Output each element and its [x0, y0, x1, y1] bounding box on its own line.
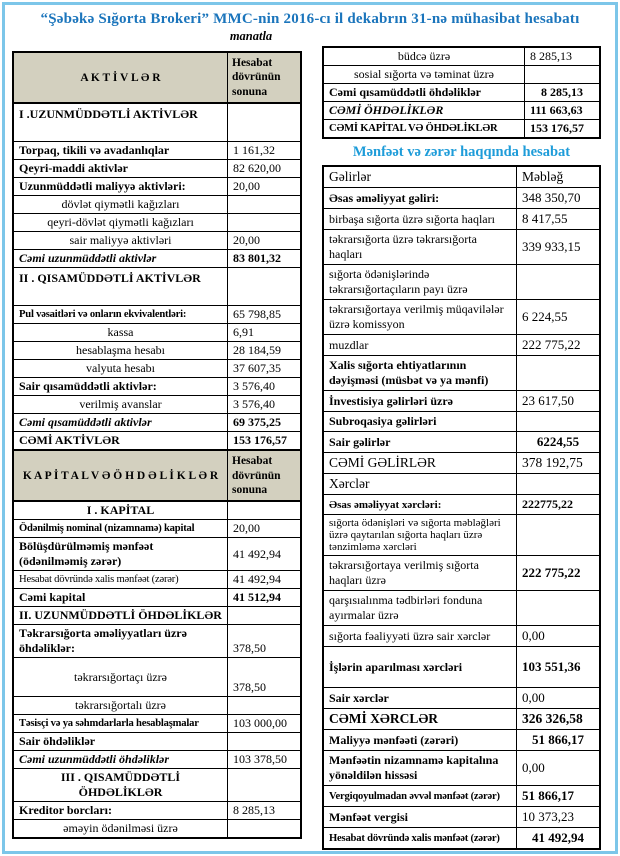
row-label: valyuta hesabı [13, 360, 228, 378]
row-label: Təkrarsığorta əməliyyatları üzrə öhdəliklər: [13, 625, 228, 658]
row-value: 6224,55 [517, 432, 601, 453]
row-value: 37 607,35 [228, 360, 302, 378]
row-label: Subroqasiya gəlirləri [323, 412, 517, 432]
table-row [13, 538, 301, 571]
table-row [323, 786, 600, 807]
row-label: Sair gəlirlər [323, 432, 517, 453]
row-label: Cəmi kapital [13, 589, 228, 607]
row-value: 20,00 [228, 178, 302, 196]
row-value: 153 176,57 [525, 120, 601, 139]
table-row [13, 324, 301, 342]
row-label: Torpaq, tikili və avadanlıqlar [13, 142, 228, 160]
row-value [525, 66, 601, 84]
row-value: 8 285,13 [228, 801, 302, 819]
row-value: 339 933,15 [517, 230, 601, 265]
row-label: Gəlirlər [323, 166, 517, 188]
table-row [13, 501, 301, 520]
row-label: I .UZUNMÜDDƏTLİ AKTİVLƏR [13, 103, 228, 142]
row-label: Cəmi qısamüddətli aktivlər [13, 414, 228, 432]
table-row [13, 750, 301, 768]
row-value [228, 196, 302, 214]
column-header-label: K A P İ T A L V Ə Ö H D Ə L İ K L Ə R [13, 450, 228, 501]
row-label: II . QISAMÜDDƏTLİ AKTİVLƏR [13, 268, 228, 306]
row-value: 378 192,75 [517, 453, 601, 474]
table-row [13, 232, 301, 250]
income-statement-table [322, 165, 601, 850]
row-label: Mənfəət vergisi [323, 807, 517, 828]
row-label: Əsas əməliyyat gəliri: [323, 188, 517, 209]
row-value [517, 474, 601, 495]
row-value: 69 375,25 [228, 414, 302, 432]
row-label: Sair öhdəliklər [13, 732, 228, 750]
table-row [13, 160, 301, 178]
table-row [323, 209, 600, 230]
table-row [13, 103, 301, 142]
table-row [323, 188, 600, 209]
table-row [13, 715, 301, 732]
table-row [13, 250, 301, 268]
table-row [323, 102, 600, 120]
balance-sheet-continuation-table [322, 46, 601, 139]
left-column [12, 46, 302, 850]
currency-note: manatla [229, 29, 273, 43]
row-value: 378,50 [228, 658, 302, 697]
row-label: təkrarsığortaya verilmiş müqavilələr üzrə komissyon [323, 300, 517, 335]
row-value [228, 214, 302, 232]
table-row [13, 196, 301, 214]
table-row [323, 591, 600, 626]
row-value [228, 103, 302, 142]
row-label: qeyri-dövlət qiymətli kağızları [13, 214, 228, 232]
table-row [323, 300, 600, 335]
table-row [323, 66, 600, 84]
row-value [517, 356, 601, 391]
row-value: 41 512,94 [228, 589, 302, 607]
row-value: 103 551,36 [517, 647, 601, 688]
row-label: Cəmi uzunmüddətli öhdəliklər [13, 750, 228, 768]
column-header-value: Hesabat dövrünün sonuna [228, 450, 302, 501]
table-row [323, 335, 600, 356]
row-label: Təsisçi və ya səhmdarlarla hesablaşmalar [13, 715, 228, 732]
row-value: 3 576,40 [228, 396, 302, 414]
table-header-row [13, 450, 301, 501]
row-value: 82 620,00 [228, 160, 302, 178]
row-label: Sair qısamüddətli aktivlər: [13, 378, 228, 396]
row-value: 20,00 [228, 232, 302, 250]
report-page [2, 2, 618, 854]
table-row [323, 230, 600, 265]
row-value: Məbləğ [517, 166, 601, 188]
table-row [13, 178, 301, 196]
row-label: Qeyri-maddi aktivlər [13, 160, 228, 178]
row-label: dövlət qiymətli kağızları [13, 196, 228, 214]
row-value: 83 801,32 [228, 250, 302, 268]
table-row [323, 751, 600, 786]
row-label: birbaşa sığorta üzrə sığorta haqları [323, 209, 517, 230]
row-value: 0,00 [517, 751, 601, 786]
table-row [13, 625, 301, 658]
row-label: sosial sığorta və təminat üzrə [323, 66, 525, 84]
table-row [13, 658, 301, 697]
row-label: Hesabat dövründə xalis mənfəət (zərər) [323, 828, 517, 850]
row-label: verilmiş avanslar [13, 396, 228, 414]
row-value: 41 492,94 [228, 571, 302, 589]
row-value [228, 732, 302, 750]
row-label: CƏMİ KAPİTAL VƏ ÖHDƏLİKLƏR [323, 120, 525, 139]
row-value [517, 591, 601, 626]
row-label: Xalis sığorta ehtiyatlarının dəyişməsi (müsbət və ya mənfi) [323, 356, 517, 391]
table-row [323, 356, 600, 391]
table-row [323, 828, 600, 850]
row-value: 6 224,55 [517, 300, 601, 335]
row-value: 348 350,70 [517, 188, 601, 209]
row-label: İşlərin aparılması xərcləri [323, 647, 517, 688]
row-label: Cəmi qısamüddətli öhdəliklər [323, 84, 525, 102]
table-row [323, 730, 600, 751]
table-row [13, 268, 301, 306]
table-row [13, 360, 301, 378]
row-label: təkrarsığortaya verilmiş sığorta haqları üzrə [323, 556, 517, 591]
row-value: 103 000,00 [228, 715, 302, 732]
row-value [228, 768, 302, 801]
row-label: Uzunmüddətli maliyyə aktivləri: [13, 178, 228, 196]
row-label: II. UZUNMÜDDƏTLİ ÖHDƏLİKLƏR [13, 607, 228, 625]
row-value [517, 515, 601, 556]
row-label: Sair xərclər [323, 688, 517, 709]
table-row [323, 556, 600, 591]
row-label: Vergiqoyulmadan əvvəl mənfəət (zərər) [323, 786, 517, 807]
table-row [323, 626, 600, 647]
row-value: 51 866,17 [517, 786, 601, 807]
table-row [323, 84, 600, 102]
row-label: Pul vəsaitləri və onların ekvivalentləri: [13, 306, 228, 324]
row-value: 3 576,40 [228, 378, 302, 396]
row-label: İnvestisiya gəlirləri üzrə [323, 391, 517, 412]
balance-sheet-left-table [12, 51, 302, 839]
report-title: “Şəbəkə Sığorta Brokeri” MMC-nin 2016-cı il dekabrın 31-nə mühasibat hesabatı [40, 11, 580, 27]
row-value: 41 492,94 [517, 828, 601, 850]
row-value [517, 412, 601, 432]
row-label: təkrarsığortalı üzrə [13, 697, 228, 715]
table-row [323, 166, 600, 188]
column-header-label: A K T İ V L Ə R [13, 52, 228, 103]
row-label: hesablaşma hesabı [13, 342, 228, 360]
row-label: Hesabat dövründə xalis mənfəət (zərər) [13, 571, 228, 589]
table-row [323, 515, 600, 556]
row-value: 222 775,22 [517, 556, 601, 591]
table-row [323, 474, 600, 495]
table-row [323, 120, 600, 139]
row-value: 326 326,58 [517, 709, 601, 730]
table-row [323, 432, 600, 453]
row-label: kassa [13, 324, 228, 342]
row-value [228, 819, 302, 838]
table-row [13, 342, 301, 360]
row-label: büdcə üzrə [323, 47, 525, 66]
row-value: 41 492,94 [228, 538, 302, 571]
row-label: I . KAPİTAL [13, 501, 228, 520]
table-row [323, 265, 600, 300]
row-label: Bölüşdürülməmiş mənfəət (ödənilməmiş zərər) [13, 538, 228, 571]
row-label: CƏMİ AKTİVLƏR [13, 432, 228, 451]
row-label: sığorta fəaliyyəti üzrə sair xərclər [323, 626, 517, 647]
row-value: 222775,22 [517, 495, 601, 515]
row-value [228, 268, 302, 306]
row-value [517, 265, 601, 300]
row-label: CƏMİ XƏRCLƏR [323, 709, 517, 730]
row-label: Cəmi uzunmüddətli aktivlər [13, 250, 228, 268]
row-value [228, 501, 302, 520]
table-header-row [13, 52, 301, 103]
row-value: 0,00 [517, 688, 601, 709]
row-value: 65 798,85 [228, 306, 302, 324]
table-row [13, 819, 301, 838]
table-row [323, 807, 600, 828]
table-row [323, 688, 600, 709]
row-value [228, 607, 302, 625]
row-value: 222 775,22 [517, 335, 601, 356]
row-value: 23 617,50 [517, 391, 601, 412]
table-row [13, 142, 301, 160]
table-row [323, 495, 600, 515]
row-label: təkrarsığortaçı üzrə [13, 658, 228, 697]
row-value: 8 285,13 [525, 84, 601, 102]
row-label: Mənfəətin nizamnamə kapitalına yönəldilən hissəsi [323, 751, 517, 786]
table-row [13, 768, 301, 801]
table-row [13, 589, 301, 607]
table-row [13, 396, 301, 414]
row-value: 103 378,50 [228, 750, 302, 768]
table-row [323, 412, 600, 432]
row-value [228, 697, 302, 715]
table-row [323, 709, 600, 730]
table-row [13, 378, 301, 396]
table-row [323, 47, 600, 66]
row-label: CƏMİ GƏLİRLƏR [323, 453, 517, 474]
row-label: sığorta ödənişləri və sığorta məbləğləri üzrə qaytarılan sığorta haqları üzrə tənzimləmə xərcləri [323, 515, 517, 556]
row-value: 153 176,57 [228, 432, 302, 451]
row-value: 6,91 [228, 324, 302, 342]
row-value: 1 161,32 [228, 142, 302, 160]
row-label: sığorta ödənişlərində təkrarsığortaçıların payı üzrə [323, 265, 517, 300]
row-value: 28 184,59 [228, 342, 302, 360]
row-label: sair maliyyə aktivləri [13, 232, 228, 250]
table-row [13, 432, 301, 451]
row-label: qarşısıalınma tədbirləri fonduna ayırmalar üzrə [323, 591, 517, 626]
row-label: əməyin ödənilməsi üzrə [13, 819, 228, 838]
row-value: 51 866,17 [517, 730, 601, 751]
table-row [13, 571, 301, 589]
table-row [323, 391, 600, 412]
row-value: 8 285,13 [525, 47, 601, 66]
row-label: muzdlar [323, 335, 517, 356]
row-label: III . QISAMÜDDƏTLİ ÖHDƏLİKLƏR [13, 768, 228, 801]
report-columns [12, 46, 608, 850]
row-label: Ödənilmiş nominal (nizamnamə) kapital [13, 520, 228, 538]
row-label: Maliyyə mənfəəti (zərəri) [323, 730, 517, 751]
row-value: 20,00 [228, 520, 302, 538]
row-label: təkrarsığorta üzrə təkrarsığorta haqları [323, 230, 517, 265]
table-row [13, 214, 301, 232]
table-row [323, 647, 600, 688]
column-header-value: Hesabat dövrünün sonuna [228, 52, 302, 103]
row-label: Kreditor borcları: [13, 801, 228, 819]
row-label: Əsas əməliyyat xərcləri: [323, 495, 517, 515]
right-column [322, 46, 601, 850]
row-value: 378,50 [228, 625, 302, 658]
row-value: 8 417,55 [517, 209, 601, 230]
row-value: 0,00 [517, 626, 601, 647]
income-statement-heading: Mənfəət və zərər haqqında hesabat [352, 144, 571, 160]
table-row [13, 520, 301, 538]
table-row [13, 607, 301, 625]
table-row [13, 732, 301, 750]
table-row [323, 453, 600, 474]
row-value: 111 663,63 [525, 102, 601, 120]
row-value: 10 373,23 [517, 807, 601, 828]
row-label: Xərclər [323, 474, 517, 495]
row-label: CƏMİ ÖHDƏLİKLƏR [323, 102, 525, 120]
table-row [13, 801, 301, 819]
table-row [13, 414, 301, 432]
table-row [13, 306, 301, 324]
table-row [13, 697, 301, 715]
